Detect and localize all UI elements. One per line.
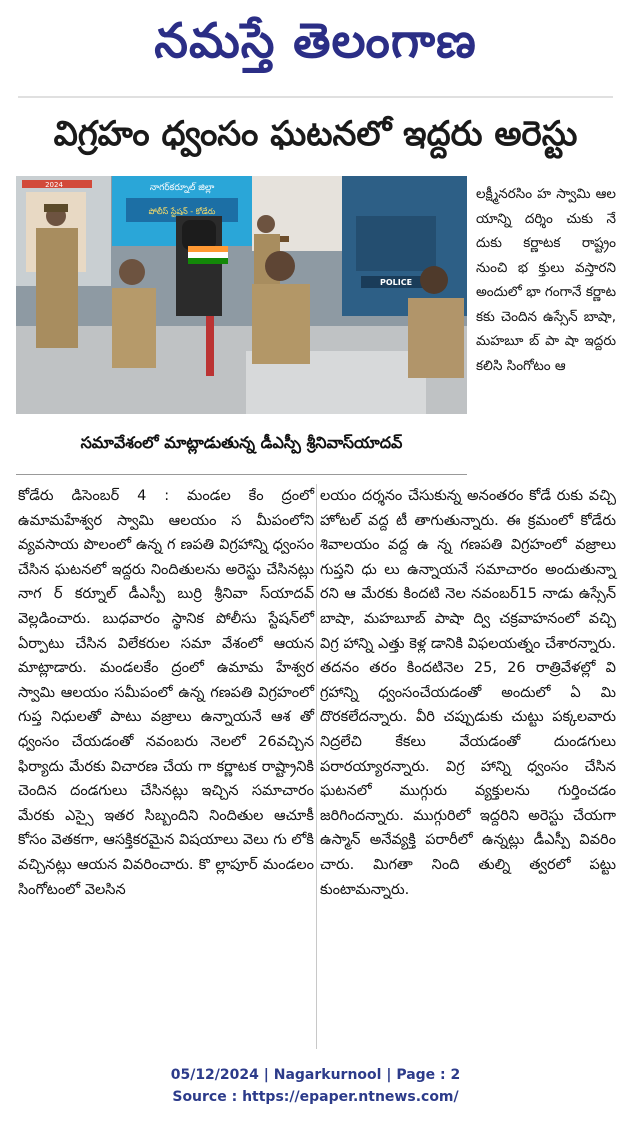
column-divider xyxy=(316,484,317,1049)
masthead-rule xyxy=(18,96,613,98)
footer-date-line: 05/12/2024 | Nagarkurnool | Page : 2 xyxy=(170,1067,461,1083)
photo-caption: సమావేశంలో మాట్లాడుతున్న డీఎస్పీ శ్రీనివాస్‌యాదవ్ xyxy=(80,433,403,452)
masthead-title: నమస్తే తెలంగాణ xyxy=(154,13,477,69)
calendar-label: 2024 xyxy=(45,181,63,189)
caption-divider xyxy=(16,474,467,475)
left-column-text xyxy=(18,484,314,902)
footer-source-line: Source : https://epaper.ntnews.com/ xyxy=(172,1089,459,1105)
news-photo xyxy=(16,176,467,414)
left-column-paragraph: కోడేరు డిసెంబర్ 4 : మండల కేం ద్రంలో ఉమామహేశ్వర స్వామి ఆలయం స మీపంలోని వ్యవసాయ పొలంలో ఉన్న గ ణపతి విగ్రహాన్ని ధ్వంసం చేసిన ఘటనలో ఇద్దరు నిందితులను అరెస్టు చేసినట్లు నాగ ర్ కర్నూల్ డీఎస్పీ బుర్రి శ్రీనివా స్‌యాదవ్ వెల్లడించారు. బుధవారం స్థానిక పోలీసు స్టేషన్‌లో ఏర్పాటు చేసిన విలేకరుల సమా వేశంలో ఆయన మాట్లాడారు. మండలకేం ద్రంలో ఉమామ హేశ్వర స్వామి ఆలయం సమీపంలో ఉన్న గణపతి విగ్రహంలో గుప్త నిధులతో పాటు వజ్రాలు ఉన్నాయనే ఆశ తో ధ్వంసం చేయడంతో నవంబరు నెలలో 26వచ్చిన ఫిర్యాదు మేరకు విచారణ చేయ గా కర్ణాటక రాష్ట్రానికి చెందిన దండగులు చేసినట్లు ఇచ్చిన సమాచారం మేరకు ఎస్సై ఇతర సిబ్బందిని నిందితుల ఆచూకీ కోసం వెతకగా, ఆసక్తికరమైన విషయాలు వెలు గు లోకి వచ్చినట్లు ఆయన వివరించారు. కొ ల్లాపూర్ మండలం సింగోటంలో వెలసిన xyxy=(18,488,314,898)
right-column-text xyxy=(320,484,616,902)
right-column-paragraph: లయం దర్శనం చేసుకున్న అనంతరం కోడే రుకు వచ్చి హోటల్ వద్ద టీ తాగుతున్నారు. ఈ క్రమంలో కోడేరు శివాలయం వద్ద ఉ న్న గణపతి విగ్రహంలో వజ్రాలు గుప్తని ధు లు ఉన్నాయనే సమాచారం అందుతున్నా రని ఆ మేరకు కిందటి నెల నవంబర్15 నాడు ఉస్సేన్ బాషా, మహబూబ్ పాషా ద్వి చక్రవాహనంలో వచ్చి విగ్ర హాన్ని ఎత్తు కెళ్ల డానికి విఫలయత్నం చేశారన్నారు. తదనం తరం కిందటినెల 25, 26 రాత్రివేళల్లో వి గ్రహాన్ని ధ్వంసంచేయడంతో అందులో ఏ మి దొరకలేదన్నారు. వీరి చప్పుడుకు చుట్టు పక్కలవారు నిద్రలేచి కేకలు వేయడంతో దుండగులు పరారయ్యారన్నారు. విగ్ర హాన్ని ధ్వంసం చేసిన ఘటనలో ముగ్గురు వ్యక్తులను గుర్తించడం జరిగిందన్నారు. ముగ్గురిలో ఇద్దరిని అరెస్టు చేయగా ఉస్మాన్ అనేవ్యక్తి పరారీలో ఉన్నట్లు డీఎస్పీ వివరిం చారు. మిగతా నింది తుల్ని త్వరలో పట్టు కుంటామన్నారు. xyxy=(320,488,616,898)
news-photo-image xyxy=(16,176,467,414)
masthead xyxy=(0,6,631,76)
side-column-text xyxy=(476,182,616,378)
page-footer xyxy=(0,1064,631,1108)
banner-text: నాగర్‌కర్నూల్ జిల్లా xyxy=(149,183,215,193)
side-column-paragraph: లక్ష్మీనరసిం హ స్వామి ఆల యాన్ని దర్శిం చుకు నే దుకు కర్ణాటక రాష్ట్రం నుంచి భ క్తులు వస్తారని అందులో భా గంగానే కర్ణాట కకు చెందిన ఉస్సేన్ బాషా, మహబూ బ్ పా షా ఇద్దరు కలిసి సింగోటం ఆ xyxy=(476,186,616,374)
article-headline: విగ్రహం ధ్వంసం ఘటనలో ఇద్దరు అరెస్టు xyxy=(53,114,578,154)
board-text: పోలీస్ స్టేషన్ - కోడేరు xyxy=(148,207,216,216)
police-label: POLICE xyxy=(379,278,413,287)
